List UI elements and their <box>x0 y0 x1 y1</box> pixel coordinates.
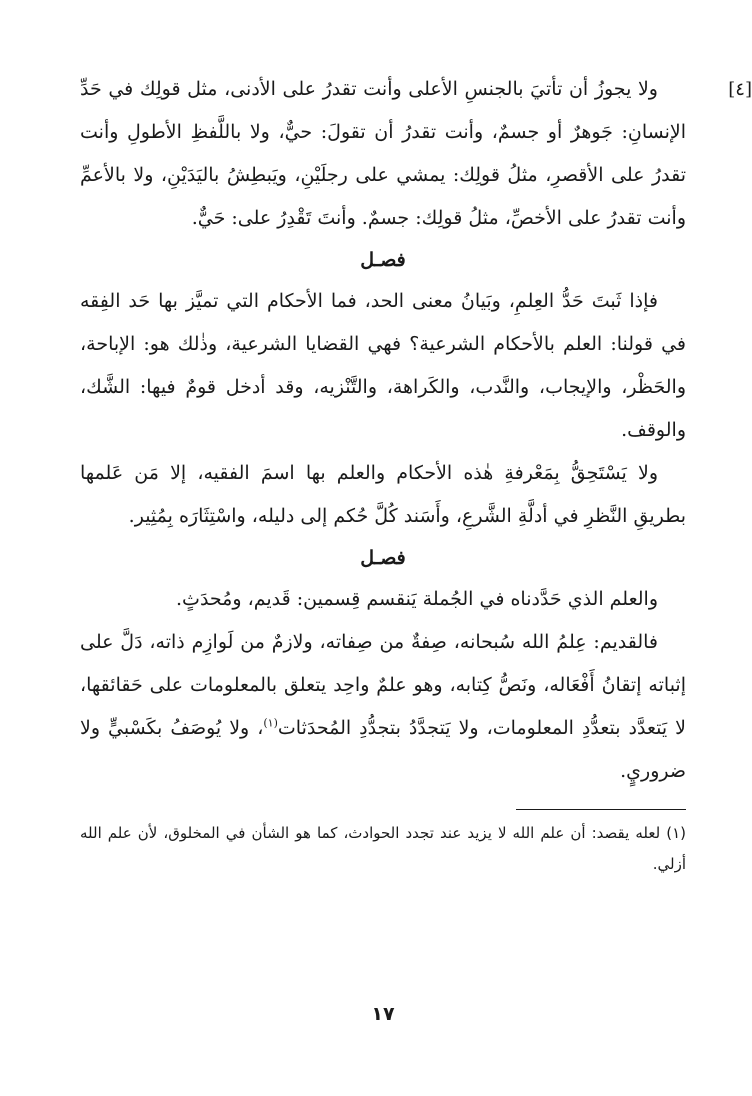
footnote-divider <box>80 793 686 818</box>
section-heading: فصـل <box>360 249 406 271</box>
paragraph-number: [٤] <box>728 79 752 100</box>
paragraph-qadim <box>80 621 686 793</box>
paragraph-faqih: ولا يَسْتَحِقُّ بِمَعْرفةِ هٰذه الأحكام والعلم بها اسمَ الفقيه، إلا مَن عَلمها بطريقِ النَّظرِ في أدلَّةِ الشَّرعِ، وأَسَند كُلَّ حُكم إلى دليله، واسْتِثَارَه بِمُثِير. <box>80 462 686 527</box>
page-body <box>80 68 752 1068</box>
footnote-rule <box>516 809 686 810</box>
paragraph-ilm-division: والعلم الذي حَدَّدناه في الجُملة يَنقسم قِسمين: قَديم، ومُحدَثٍ. <box>176 588 658 610</box>
paragraph-4 <box>80 68 752 240</box>
paragraph-qadim-text: فالقديم: عِلمُ الله سُبحانه، صِفةٌ من صِفاته، ولازمٌ من لَوازِم ذاته، دَلَّ على إثباته إتقانُ أَفْعَاله، ونَصُّ كِتابه، وهو علمٌ واحِد يتعلق بالمعلومات على حَقائقها، لا يَتعدَّد بتعدُّدِ المعلومات، ولا يَتجدَّدُ بتجدُّدِ المُحدَثات <box>80 631 686 739</box>
footnote-reference[interactable]: (١) <box>263 716 278 730</box>
section-heading: فصـل <box>360 547 406 569</box>
paragraph-ahkam: فإذا ثَبتَ حَدُّ العِلمِ، وبَيانُ معنى الحد، فما الأحكام التي تميَّز بها حَد الفِقه في قولنا: العلم بالأحكام الشرعية؟ فهي القضايا الشرعية، وذٰلك هو: الإباحة، والحَظْر، والإيجاب، والنَّدب، والكَراهة، والتَّنْزيه، وقد أدخل قومٌ فيها: الشَّك، والوقف. <box>80 290 686 441</box>
paragraph-qadim-tail: ، ولا يُوصَفُ بكَسْبيٍّ ولا ضروريٍ. <box>80 717 686 782</box>
footnote: (١) لعله يقصد: أن علم الله لا يزيد عند تجدد الحوادث، كما هو الشأن في المخلوق، لأن علم الله أزلي. <box>80 824 686 873</box>
page-number: ١٧ <box>371 1003 395 1025</box>
paragraph-text: ولا يجوزُ أن تأتيَ بالجنسِ الأعلى وأنت تقدرُ على الأدنى، مثل قولِك في حَدِّ الإنسانِ: جَوهرٌ أو جسمٌ، وأنت تقدرُ أن تقولَ: حيٌّ، ولا باللَّفظِ الأطولِ وأنت تقدرُ على الأقصرِ، مثلُ قولِك: يمشي على رجلَيْنِ، ويَبطِشُ باليَدَيْنِ، ولا بالأعمِّ وأنت تقدرُ على الأخصِّ، مثلُ قولِك: جسمٌ. وأنتَ تَقْدِرُ على: حَيٌّ. <box>80 78 686 229</box>
